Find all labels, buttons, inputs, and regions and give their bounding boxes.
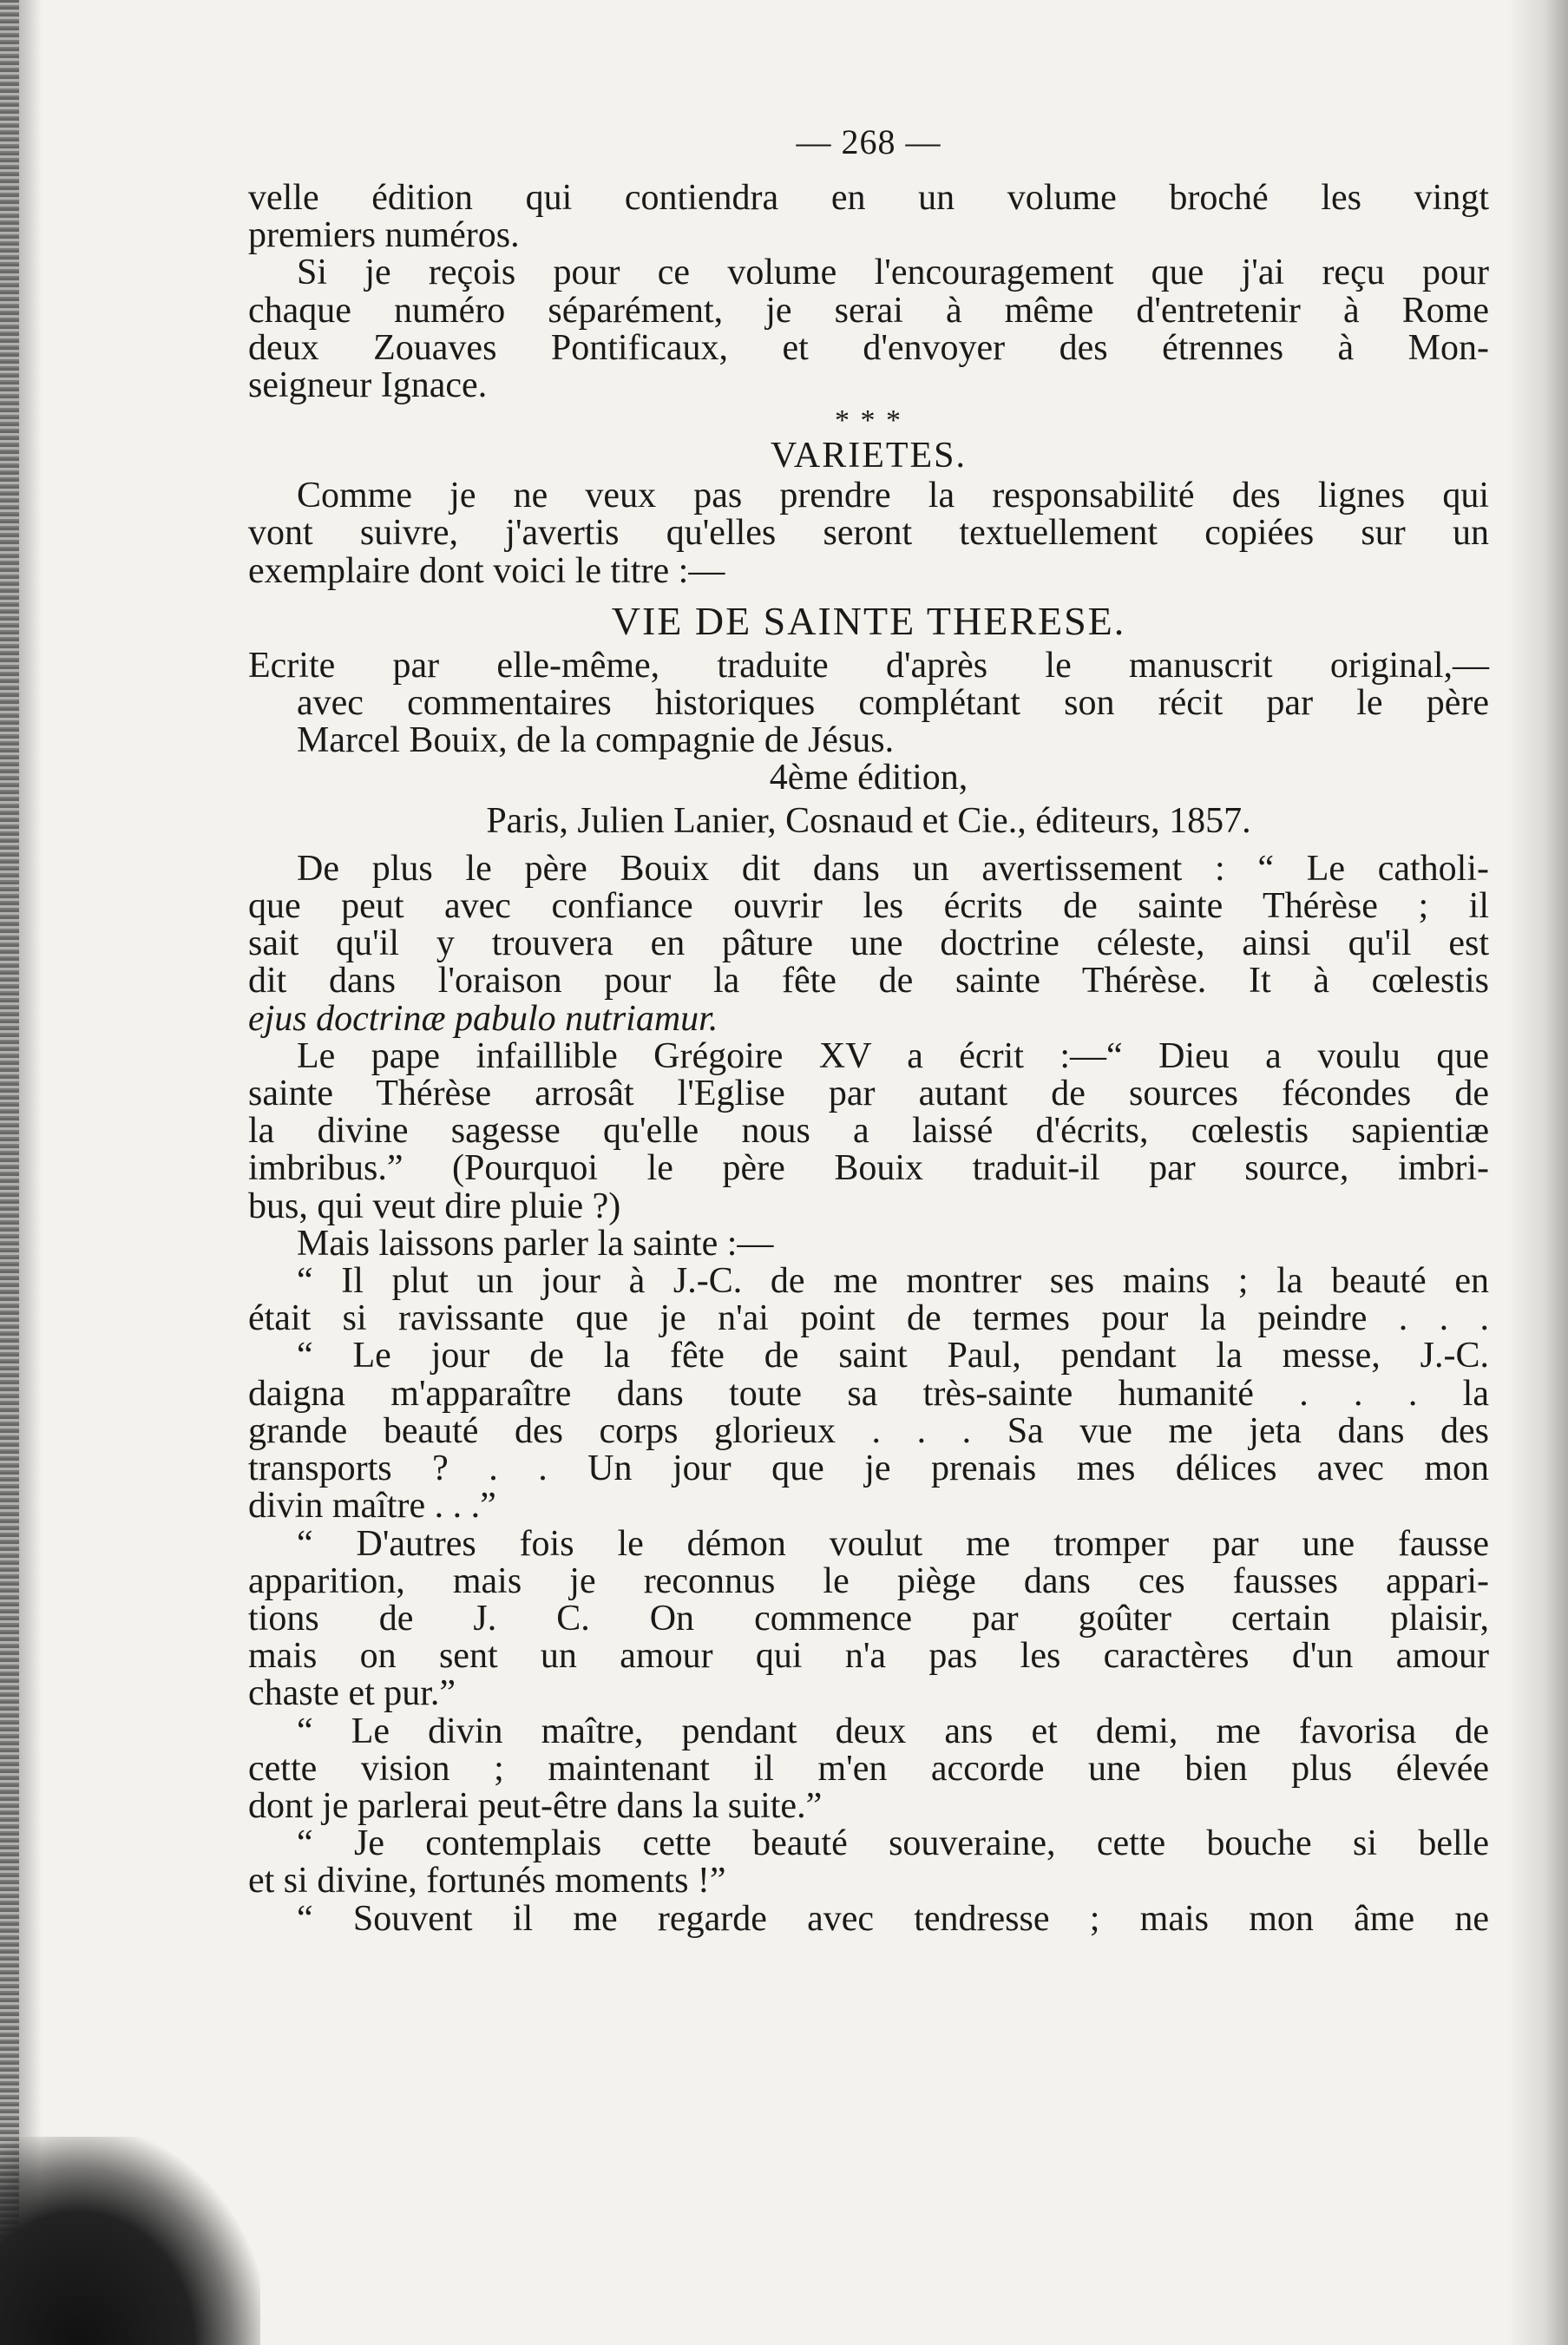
book-subtitle xyxy=(248,647,1489,760)
text-line: Comme je ne veux pas prendre la responsabilité des lignes qui xyxy=(297,476,1489,516)
text-line: tions de J. C. On commence par goûter certain plaisir, xyxy=(248,1598,1489,1639)
text-line: ejus doctrinæ pabulo nutriamur. xyxy=(248,998,718,1039)
text-line: “ D'autres fois le démon voulut me tromper par une fausse xyxy=(297,1523,1489,1564)
ink-blot xyxy=(0,2137,260,2345)
text-line: apparition, mais je reconnus le piège dans ces fausses appari- xyxy=(248,1560,1489,1601)
text-line: “ Le jour de la fête de saint Paul, pendant la messe, J.-C. xyxy=(297,1336,1489,1376)
paragraph-pope xyxy=(248,1035,1489,1226)
text-line: deux Zouaves Pontificaux, et d'envoyer des étrennes à Mon- xyxy=(248,327,1489,368)
text-block xyxy=(248,122,1489,1938)
text-line: Marcel Bouix, de la compagnie de Jésus. xyxy=(297,720,895,761)
paragraph-bouix xyxy=(248,848,1489,1039)
text-line: grande beauté des corps glorieux . . . Sa vue me jeta dans des xyxy=(248,1410,1489,1451)
book-title: VIE DE SAINTE THERESE. xyxy=(611,598,1126,643)
edition-line: 4ème édition, xyxy=(769,758,968,798)
text-line: seigneur Ignace. xyxy=(248,365,488,406)
text-line: Le pape infaillible Grégoire XV a écrit :—“ Dieu a voulu que xyxy=(297,1035,1489,1076)
text-line: Si je reçois pour ce volume l'encouragement que j'ai reçu pour xyxy=(297,253,1489,293)
text-line: divin maître . . .” xyxy=(248,1486,496,1527)
text-line: sait qu'il y trouvera en pâture une doctrine céleste, ainsi qu'il est xyxy=(248,923,1489,964)
text-line: mais on sent un amour qui n'a pas les caractères d'un amour xyxy=(248,1636,1489,1677)
text-line: dont je parlerai peut-être dans la suite.” xyxy=(248,1785,823,1826)
text-line: “ Souvent il me regarde avec tendresse ; mais mon âme ne xyxy=(297,1898,1489,1939)
page-number: — 268 — xyxy=(796,122,941,161)
text-line: imbribus.” (Pourquoi le père Bouix traduit-il par source, imbri- xyxy=(248,1148,1489,1189)
text-line: velle édition qui contiendra en un volume broché les vingt xyxy=(248,178,1489,218)
text-line: De plus le père Bouix dit dans un avertissement : “ Le catholi- xyxy=(297,848,1489,889)
text-line: transports ? . . Un jour que je prenais mes délices avec mon xyxy=(248,1448,1489,1489)
text-line: daigna m'apparaître dans toute sa très-sainte humanité . . . la xyxy=(248,1373,1489,1414)
paragraph-intro xyxy=(248,180,1489,404)
paragraph-warning xyxy=(248,477,1489,590)
text-line: Ecrite par elle-même, traduite d'après le manuscrit original,— xyxy=(248,645,1489,686)
page-right-edge xyxy=(1507,0,1568,2345)
text-line: la divine sagesse qu'elle nous a laissé d'écrits, cœlestis sapientiæ xyxy=(248,1111,1489,1152)
text-line: dit dans l'oraison pour la fête de sainte Thérèse. It à cœlestis xyxy=(248,961,1489,1002)
text-line: chaste et pur.” xyxy=(248,1673,456,1714)
text-line: que peut avec confiance ouvrir les écrits de sainte Thérèse ; il xyxy=(248,886,1489,927)
text-line: et si divine, fortunés moments !” xyxy=(248,1861,726,1902)
paragraph-quotes xyxy=(248,1225,1489,1938)
publisher-line: Paris, Julien Lanier, Cosnaud et Cie., éditeurs, 1857. xyxy=(486,800,1251,841)
page-binding-edge xyxy=(0,0,19,2345)
text-line: Mais laissons parler la sainte :— xyxy=(297,1223,774,1264)
text-line: “ Le divin maître, pendant deux ans et demi, me favorisa de xyxy=(297,1711,1489,1751)
text-line: avec commentaires historiques complétant son récit par le père xyxy=(297,683,1489,724)
text-line: cette vision ; maintenant il m'en accorde une bien plus élevée xyxy=(248,1748,1489,1789)
text-line: vont suivre, j'avertis qu'elles seront textuellement copiées sur un xyxy=(248,513,1489,554)
page-shadow xyxy=(19,0,42,2345)
text-line: chaque numéro séparément, je serai à même d'entretenir à Rome xyxy=(248,290,1489,331)
section-heading: VARIETES. xyxy=(770,436,968,476)
text-line: exemplaire dont voici le titre :— xyxy=(248,550,725,591)
text-line: premiers numéros. xyxy=(248,215,520,256)
text-line: “ Il plut un jour à J.-C. de me montrer ses mains ; la beauté en xyxy=(297,1261,1489,1302)
text-line: sainte Thérèse arrosât l'Eglise par autant de sources fécondes de xyxy=(248,1074,1489,1114)
text-line: était si ravissante que je n'ai point de termes pour la peindre . . . xyxy=(248,1298,1489,1339)
text-line: bus, qui veut dire pluie ?) xyxy=(248,1186,621,1226)
text-line: “ Je contemplais cette beauté souveraine, cette bouche si belle xyxy=(297,1823,1489,1864)
section-stars: * * * xyxy=(835,404,902,437)
